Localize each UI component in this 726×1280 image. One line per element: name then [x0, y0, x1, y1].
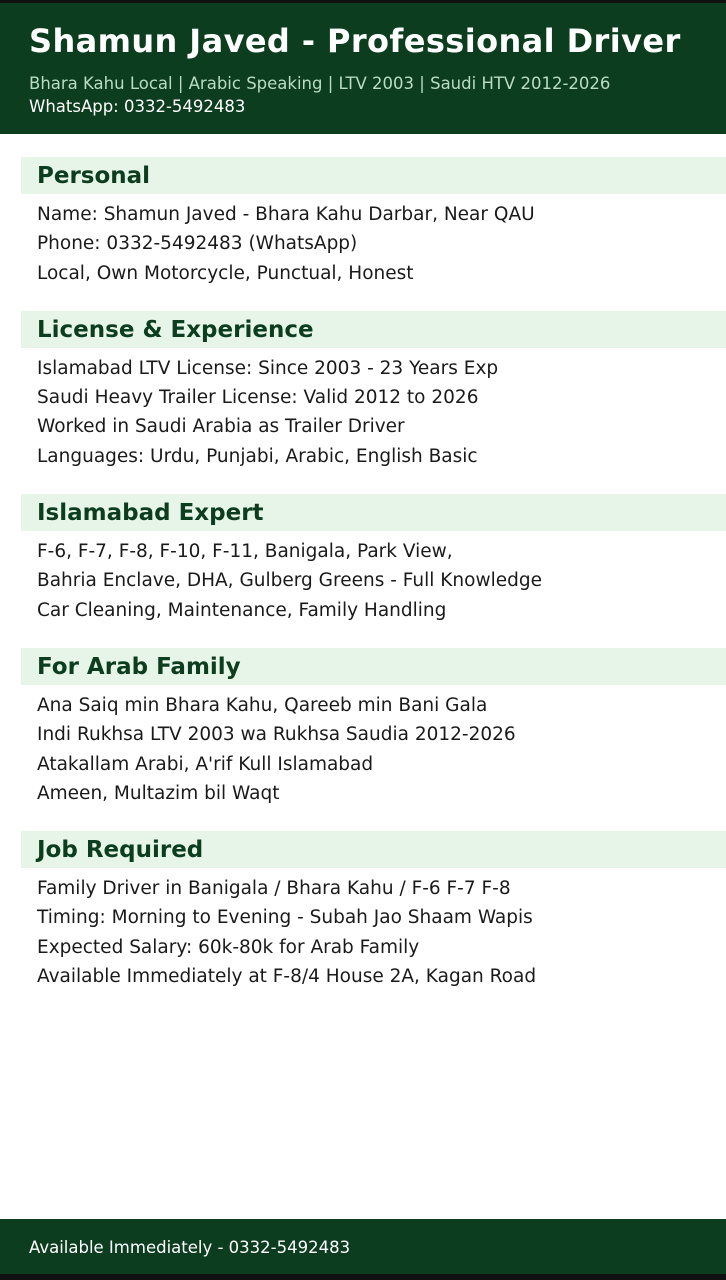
- detail-line: Available Immediately at F-8/4 House 2A, Kagan Road: [37, 966, 537, 988]
- header-contact: WhatsApp: 0332-5492483: [29, 97, 246, 116]
- detail-line: Ana Saiq min Bhara Kahu, Qareeb min Bani Gala: [37, 694, 488, 716]
- detail-line: F-6, F-7, F-8, F-10, F-11, Banigala, Park View,: [37, 541, 453, 563]
- footer-banner: Available Immediately - 0332-5492483: [0, 1219, 726, 1274]
- section-heading: Islamabad Expert: [21, 494, 726, 531]
- bottom-border: [0, 1274, 726, 1280]
- section-islamabad-expert: [21, 494, 726, 625]
- detail-line: Worked in Saudi Arabia as Trailer Driver: [37, 416, 405, 438]
- section-arab-family: [21, 648, 726, 808]
- section-heading: Job Required: [21, 831, 726, 868]
- detail-line: Family Driver in Banigala / Bhara Kahu / F-6 F-7 F-8: [37, 878, 511, 900]
- detail-line: Car Cleaning, Maintenance, Family Handling: [37, 599, 447, 621]
- content-area: [21, 157, 726, 1014]
- section-body: [21, 348, 726, 471]
- detail-line: Indi Rukhsa LTV 2003 wa Rukhsa Saudia 2012-2026: [37, 724, 516, 746]
- detail-line: Islamabad LTV License: Since 2003 - 23 Years Exp: [37, 357, 499, 379]
- detail-line: Expected Salary: 60k-80k for Arab Family: [37, 936, 420, 958]
- detail-line: Phone: 0332-5492483 (WhatsApp): [37, 233, 358, 255]
- detail-line: Ameen, Multazim bil Waqt: [37, 782, 280, 804]
- detail-line: Languages: Urdu, Punjabi, Arabic, English Basic: [37, 445, 478, 467]
- detail-line: Local, Own Motorcycle, Punctual, Honest: [37, 262, 414, 284]
- section-license-experience: [21, 311, 726, 471]
- detail-line: Timing: Morning to Evening - Subah Jao Shaam Wapis: [37, 907, 533, 929]
- detail-line: Name: Shamun Javed - Bhara Kahu Darbar, Near QAU: [37, 204, 535, 225]
- detail-line: Saudi Heavy Trailer License: Valid 2012 to 2026: [37, 387, 479, 409]
- section-personal: [21, 157, 726, 288]
- detail-line: Atakallam Arabi, A'rif Kull Islamabad: [37, 753, 374, 775]
- section-heading: For Arab Family: [21, 648, 726, 685]
- page-title: Shamun Javed - Professional Driver: [29, 22, 681, 60]
- section-body: [21, 194, 726, 288]
- header-banner: [0, 3, 726, 134]
- section-body: [21, 531, 726, 625]
- detail-line: Bahria Enclave, DHA, Gulberg Greens - Full Knowledge: [37, 570, 542, 592]
- section-body: [21, 868, 726, 991]
- header-subtitle: Bhara Kahu Local | Arabic Speaking | LTV 2003 | Saudi HTV 2012-2026: [29, 74, 611, 93]
- section-job-required: [21, 831, 726, 991]
- section-heading: Personal: [21, 157, 726, 194]
- section-body: [21, 685, 726, 808]
- section-heading: License & Experience: [21, 311, 726, 348]
